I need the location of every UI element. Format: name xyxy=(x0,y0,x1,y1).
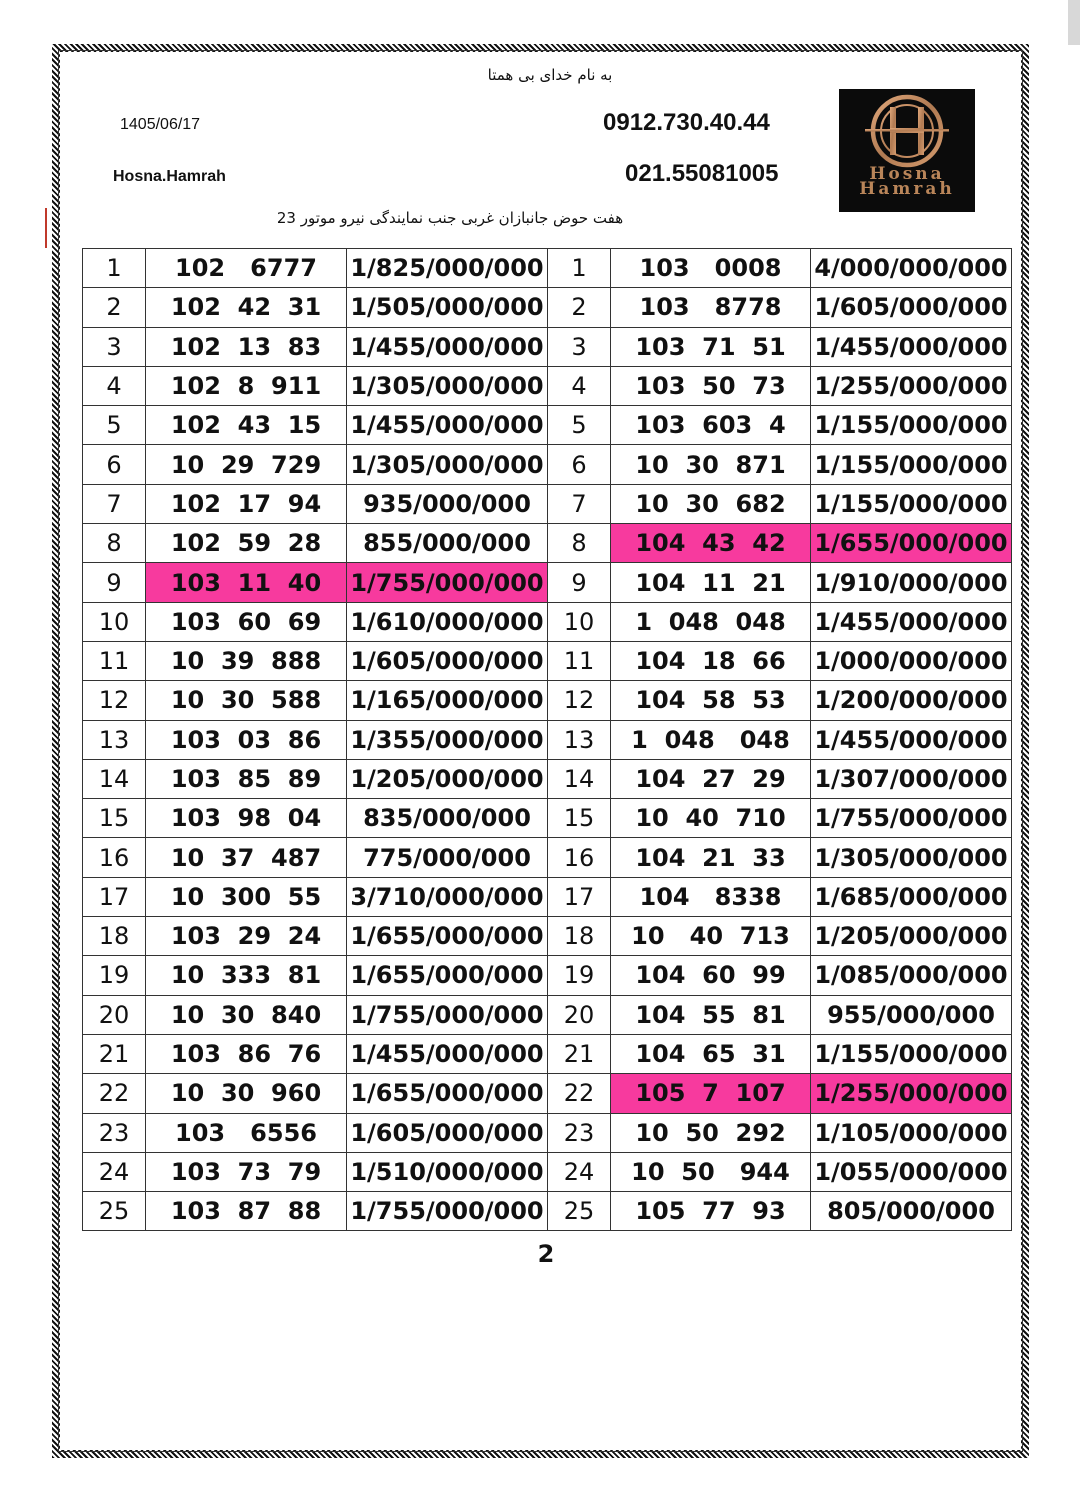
right-row-index-cell: 15 xyxy=(548,799,611,838)
left-phone-number-cell: 103 60 69 xyxy=(146,602,347,641)
left-price-cell: 1/755/000/000 xyxy=(347,1192,548,1231)
right-phone-number-cell: 103 50 73 xyxy=(611,366,811,405)
right-row-index-cell: 24 xyxy=(548,1152,611,1191)
left-price-cell: 1/505/000/000 xyxy=(347,288,548,327)
right-phone-number-cell: 104 60 99 xyxy=(611,956,811,995)
right-row-index-cell: 8 xyxy=(548,524,611,563)
left-row-index-cell: 6 xyxy=(83,445,146,484)
right-phone-number-cell: 103 603 4 xyxy=(611,406,811,445)
left-row-index-cell: 2 xyxy=(83,288,146,327)
table-row xyxy=(83,524,1012,563)
right-row-index-cell: 22 xyxy=(548,1074,611,1113)
right-phone-number-cell: 10 40 710 xyxy=(611,799,811,838)
right-row-index-cell: 13 xyxy=(548,720,611,759)
right-price-cell: 1/455/000/000 xyxy=(811,327,1012,366)
logo-line-1: Hosna xyxy=(869,164,945,184)
left-price-cell: 1/355/000/000 xyxy=(347,720,548,759)
right-price-cell: 1/755/000/000 xyxy=(811,799,1012,838)
left-price-cell: 1/655/000/000 xyxy=(347,956,548,995)
right-row-index-cell: 16 xyxy=(548,838,611,877)
right-row-index-cell: 21 xyxy=(548,1034,611,1073)
right-row-index-cell: 25 xyxy=(548,1192,611,1231)
left-phone-number-cell: 102 59 28 xyxy=(146,524,347,563)
right-phone-number-cell: 104 8338 xyxy=(611,877,811,916)
left-row-index-cell: 18 xyxy=(83,917,146,956)
right-phone-number-cell: 103 71 51 xyxy=(611,327,811,366)
left-row-index-cell: 9 xyxy=(83,563,146,602)
table-row xyxy=(83,445,1012,484)
right-price-cell: 1/085/000/000 xyxy=(811,956,1012,995)
table-row xyxy=(83,759,1012,798)
left-phone-number-cell: 103 73 79 xyxy=(146,1152,347,1191)
right-phone-number-cell: 104 21 33 xyxy=(611,838,811,877)
right-phone-number-cell: 104 55 81 xyxy=(611,995,811,1034)
table-row xyxy=(83,799,1012,838)
left-phone-number-cell: 102 43 15 xyxy=(146,406,347,445)
right-price-cell: 1/910/000/000 xyxy=(811,563,1012,602)
left-row-index-cell: 24 xyxy=(83,1152,146,1191)
left-row-index-cell: 1 xyxy=(83,249,146,288)
left-phone-number-cell: 103 87 88 xyxy=(146,1192,347,1231)
left-phone-number-cell: 10 30 588 xyxy=(146,681,347,720)
left-price-cell: 1/655/000/000 xyxy=(347,1074,548,1113)
right-price-cell: 1/205/000/000 xyxy=(811,917,1012,956)
left-price-cell: 1/455/000/000 xyxy=(347,327,548,366)
left-price-cell: 1/605/000/000 xyxy=(347,641,548,680)
left-price-cell: 1/510/000/000 xyxy=(347,1152,548,1191)
table-row xyxy=(83,641,1012,680)
right-price-cell: 1/155/000/000 xyxy=(811,406,1012,445)
left-phone-number-cell: 10 37 487 xyxy=(146,838,347,877)
right-price-cell: 1/055/000/000 xyxy=(811,1152,1012,1191)
left-price-cell: 1/305/000/000 xyxy=(347,366,548,405)
right-row-index-cell: 2 xyxy=(548,288,611,327)
right-phone-number-cell: 104 65 31 xyxy=(611,1034,811,1073)
right-row-index-cell: 12 xyxy=(548,681,611,720)
brand-name: Hosna.Hamrah xyxy=(113,168,226,185)
right-phone-number-cell: 10 50 944 xyxy=(611,1152,811,1191)
table-row xyxy=(83,1074,1012,1113)
right-price-cell: 1/155/000/000 xyxy=(811,445,1012,484)
left-row-index-cell: 4 xyxy=(83,366,146,405)
left-phone-number-cell: 10 30 960 xyxy=(146,1074,347,1113)
left-row-index-cell: 25 xyxy=(83,1192,146,1231)
table-row xyxy=(83,602,1012,641)
table-row xyxy=(83,288,1012,327)
right-price-cell: 1/000/000/000 xyxy=(811,641,1012,680)
left-phone-number-cell: 103 6556 xyxy=(146,1113,347,1152)
right-phone-number-cell: 1 048 048 xyxy=(611,602,811,641)
right-price-cell: 1/155/000/000 xyxy=(811,1034,1012,1073)
blessing-text: به نام خدای بی همتا xyxy=(487,66,613,84)
left-phone-number-cell: 10 39 888 xyxy=(146,641,347,680)
address-subtitle: هفت حوض جانبازان غربی جنب نمایندگی نیرو موتور 23 xyxy=(276,209,624,227)
left-phone-number-cell: 10 29 729 xyxy=(146,445,347,484)
table-row xyxy=(83,956,1012,995)
left-price-cell: 1/610/000/000 xyxy=(347,602,548,641)
table-row xyxy=(83,1113,1012,1152)
window-edge xyxy=(1068,0,1080,45)
left-row-index-cell: 15 xyxy=(83,799,146,838)
table-row xyxy=(83,484,1012,523)
right-phone-number-cell: 10 40 713 xyxy=(611,917,811,956)
left-row-index-cell: 12 xyxy=(83,681,146,720)
left-price-cell: 855/000/000 xyxy=(347,524,548,563)
left-price-cell: 1/205/000/000 xyxy=(347,759,548,798)
left-row-index-cell: 7 xyxy=(83,484,146,523)
phone-mobile: 0912.730.40.44 xyxy=(603,109,770,136)
left-price-cell: 1/455/000/000 xyxy=(347,1034,548,1073)
right-price-cell: 4/000/000/000 xyxy=(811,249,1012,288)
table-row xyxy=(83,995,1012,1034)
right-price-cell: 1/655/000/000 xyxy=(811,524,1012,563)
right-price-cell: 1/455/000/000 xyxy=(811,602,1012,641)
left-row-index-cell: 10 xyxy=(83,602,146,641)
right-price-cell: 1/605/000/000 xyxy=(811,288,1012,327)
left-row-index-cell: 11 xyxy=(83,641,146,680)
right-price-cell: 1/305/000/000 xyxy=(811,838,1012,877)
right-row-index-cell: 23 xyxy=(548,1113,611,1152)
left-row-index-cell: 13 xyxy=(83,720,146,759)
left-phone-number-cell: 103 85 89 xyxy=(146,759,347,798)
table-row xyxy=(83,406,1012,445)
left-row-index-cell: 8 xyxy=(83,524,146,563)
left-phone-number-cell: 10 30 840 xyxy=(146,995,347,1034)
table-row xyxy=(83,838,1012,877)
left-row-index-cell: 16 xyxy=(83,838,146,877)
left-phone-number-cell: 102 17 94 xyxy=(146,484,347,523)
left-row-index-cell: 19 xyxy=(83,956,146,995)
right-row-index-cell: 6 xyxy=(548,445,611,484)
left-phone-number-cell: 103 98 04 xyxy=(146,799,347,838)
left-row-index-cell: 5 xyxy=(83,406,146,445)
right-phone-number-cell: 104 43 42 xyxy=(611,524,811,563)
right-price-cell: 1/105/000/000 xyxy=(811,1113,1012,1152)
right-row-index-cell: 4 xyxy=(548,366,611,405)
left-price-cell: 1/165/000/000 xyxy=(347,681,548,720)
right-row-index-cell: 20 xyxy=(548,995,611,1034)
right-price-cell: 1/200/000/000 xyxy=(811,681,1012,720)
left-price-cell: 835/000/000 xyxy=(347,799,548,838)
right-phone-number-cell: 103 0008 xyxy=(611,249,811,288)
left-row-index-cell: 23 xyxy=(83,1113,146,1152)
left-phone-number-cell: 103 86 76 xyxy=(146,1034,347,1073)
left-phone-number-cell: 103 29 24 xyxy=(146,917,347,956)
right-phone-number-cell: 104 58 53 xyxy=(611,681,811,720)
right-price-cell: 1/685/000/000 xyxy=(811,877,1012,916)
left-price-cell: 1/455/000/000 xyxy=(347,406,548,445)
right-price-cell: 955/000/000 xyxy=(811,995,1012,1034)
right-row-index-cell: 17 xyxy=(548,877,611,916)
right-phone-number-cell: 103 8778 xyxy=(611,288,811,327)
right-row-index-cell: 14 xyxy=(548,759,611,798)
left-phone-number-cell: 102 8 911 xyxy=(146,366,347,405)
right-phone-number-cell: 104 18 66 xyxy=(611,641,811,680)
right-phone-number-cell: 104 11 21 xyxy=(611,563,811,602)
right-row-index-cell: 11 xyxy=(548,641,611,680)
table-row xyxy=(83,327,1012,366)
left-price-cell: 1/305/000/000 xyxy=(347,445,548,484)
table-row xyxy=(83,917,1012,956)
left-row-index-cell: 21 xyxy=(83,1034,146,1073)
right-row-index-cell: 9 xyxy=(548,563,611,602)
right-phone-number-cell: 10 50 292 xyxy=(611,1113,811,1152)
page-number: 2 xyxy=(537,1240,555,1268)
right-price-cell: 1/155/000/000 xyxy=(811,484,1012,523)
phone-landline: 021.55081005 xyxy=(625,160,779,187)
table-row xyxy=(83,1192,1012,1231)
right-price-cell: 1/255/000/000 xyxy=(811,366,1012,405)
left-price-cell: 775/000/000 xyxy=(347,838,548,877)
table-row xyxy=(83,877,1012,916)
left-row-index-cell: 17 xyxy=(83,877,146,916)
table-row xyxy=(83,563,1012,602)
right-row-index-cell: 18 xyxy=(548,917,611,956)
table-row xyxy=(83,249,1012,288)
table-row xyxy=(83,1034,1012,1073)
left-phone-number-cell: 10 333 81 xyxy=(146,956,347,995)
right-row-index-cell: 7 xyxy=(548,484,611,523)
right-phone-number-cell: 1 048 048 xyxy=(611,720,811,759)
left-row-index-cell: 20 xyxy=(83,995,146,1034)
brand-logo xyxy=(839,89,975,212)
right-row-index-cell: 5 xyxy=(548,406,611,445)
right-phone-number-cell: 105 7 107 xyxy=(611,1074,811,1113)
left-price-cell: 1/655/000/000 xyxy=(347,917,548,956)
left-phone-number-cell: 102 13 83 xyxy=(146,327,347,366)
left-phone-number-cell: 102 6777 xyxy=(146,249,347,288)
right-row-index-cell: 1 xyxy=(548,249,611,288)
left-price-cell: 1/755/000/000 xyxy=(347,995,548,1034)
table-row xyxy=(83,1152,1012,1191)
right-price-cell: 1/307/000/000 xyxy=(811,759,1012,798)
right-phone-number-cell: 10 30 871 xyxy=(611,445,811,484)
left-row-index-cell: 22 xyxy=(83,1074,146,1113)
scroll-indicator xyxy=(45,208,47,248)
left-phone-number-cell: 10 300 55 xyxy=(146,877,347,916)
right-phone-number-cell: 105 77 93 xyxy=(611,1192,811,1231)
right-row-index-cell: 3 xyxy=(548,327,611,366)
left-phone-number-cell: 102 42 31 xyxy=(146,288,347,327)
right-phone-number-cell: 10 30 682 xyxy=(611,484,811,523)
left-price-cell: 935/000/000 xyxy=(347,484,548,523)
left-phone-number-cell: 103 03 86 xyxy=(146,720,347,759)
left-price-cell: 1/755/000/000 xyxy=(347,563,548,602)
left-row-index-cell: 3 xyxy=(83,327,146,366)
left-row-index-cell: 14 xyxy=(83,759,146,798)
table-row xyxy=(83,720,1012,759)
table-row xyxy=(83,366,1012,405)
table-row xyxy=(83,681,1012,720)
document-date: 1405/06/17 xyxy=(120,116,201,133)
logo-line-2: Hamrah xyxy=(859,179,955,199)
right-price-cell: 1/255/000/000 xyxy=(811,1074,1012,1113)
left-price-cell: 3/710/000/000 xyxy=(347,877,548,916)
right-price-cell: 1/455/000/000 xyxy=(811,720,1012,759)
table-body xyxy=(83,249,1012,1231)
logo-wordmark xyxy=(839,164,975,199)
right-price-cell: 805/000/000 xyxy=(811,1192,1012,1231)
left-phone-number-cell: 103 11 40 xyxy=(146,563,347,602)
right-row-index-cell: 19 xyxy=(548,956,611,995)
right-row-index-cell: 10 xyxy=(548,602,611,641)
right-phone-number-cell: 104 27 29 xyxy=(611,759,811,798)
left-price-cell: 1/825/000/000 xyxy=(347,249,548,288)
number-price-table xyxy=(82,248,1012,1231)
left-price-cell: 1/605/000/000 xyxy=(347,1113,548,1152)
